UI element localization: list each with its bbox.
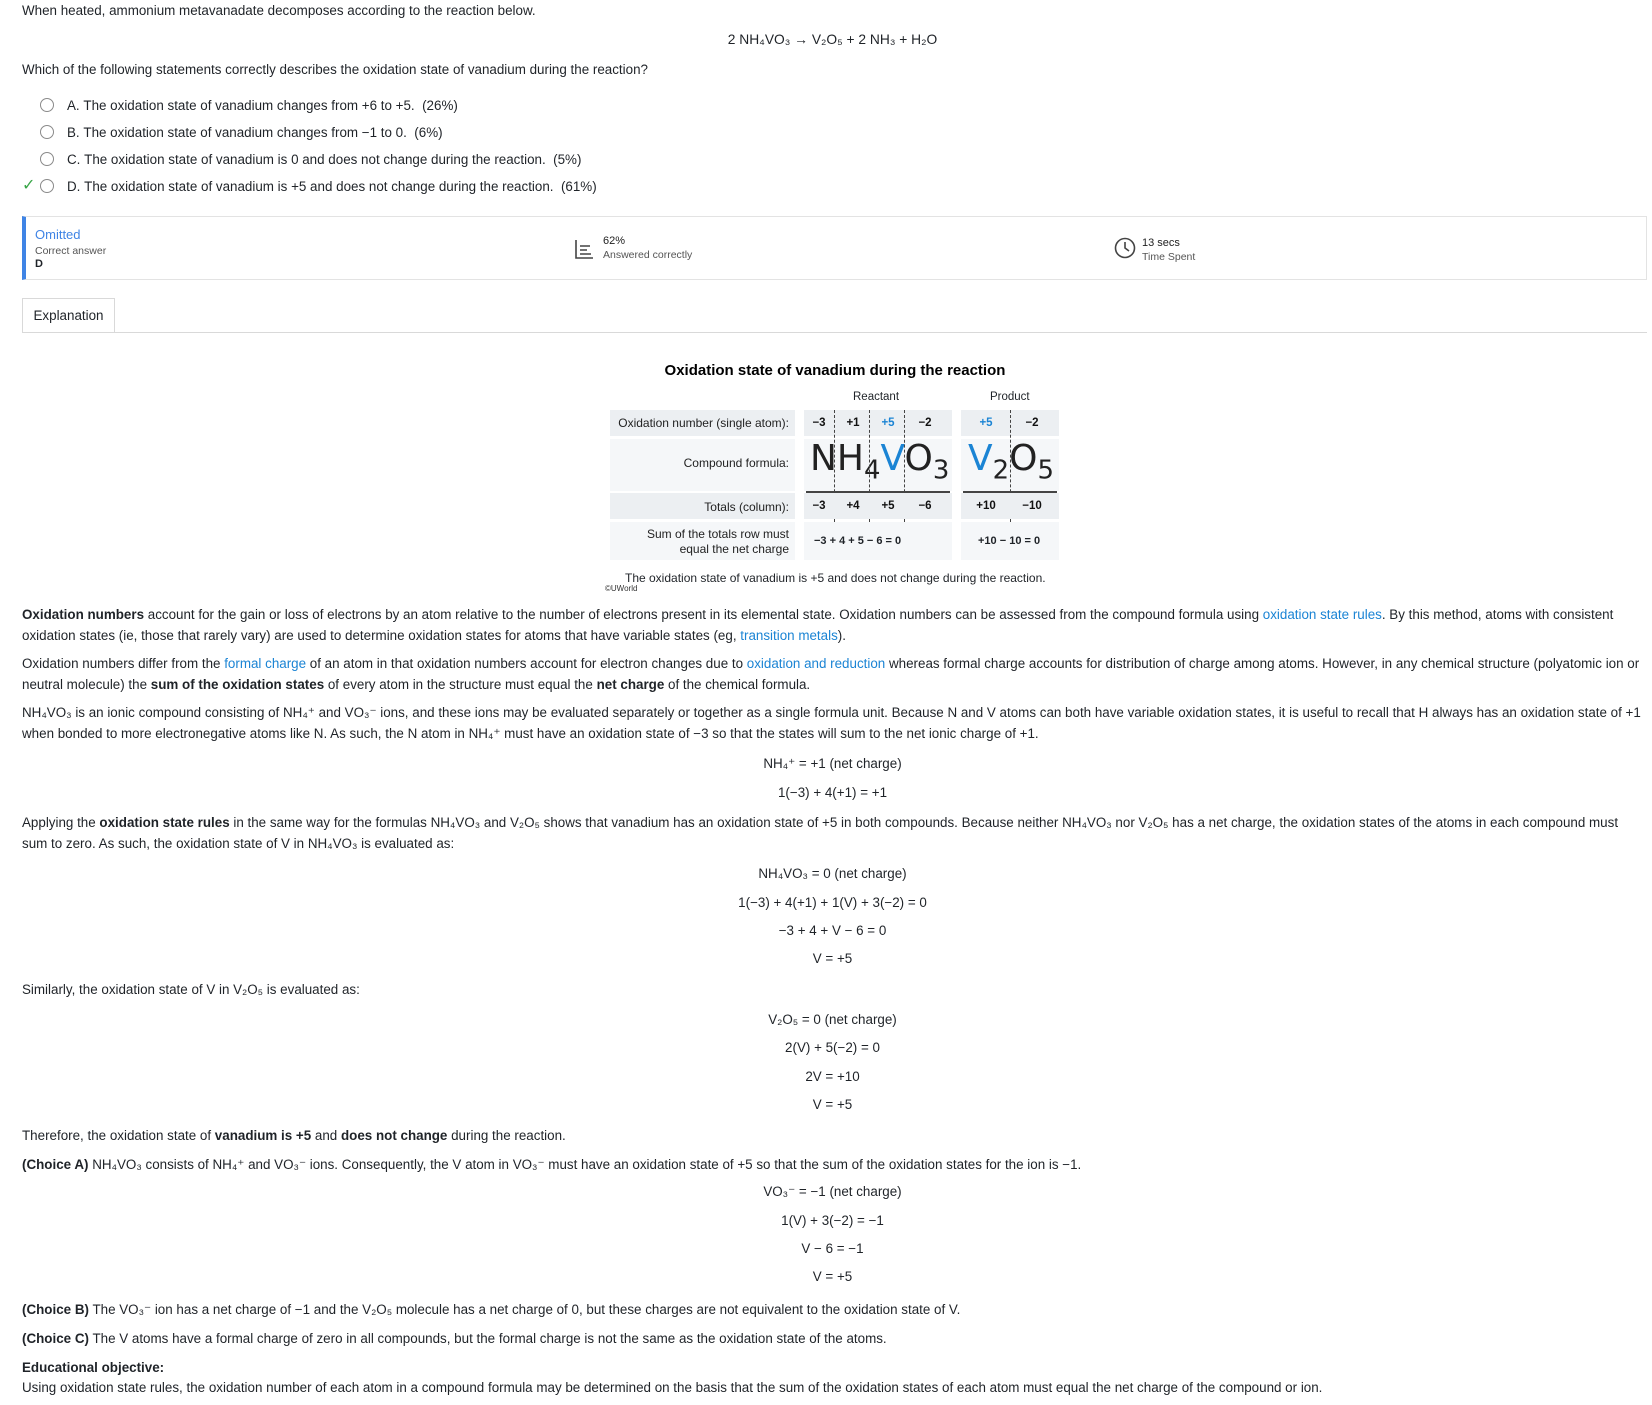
equation-line: −3 + 4 + V − 6 = 0 bbox=[778, 923, 887, 938]
equation-line: V = +5 bbox=[812, 951, 853, 966]
equation-line: 1(V) + 3(−2) = −1 bbox=[781, 1213, 884, 1228]
correct-answer-value: D bbox=[35, 258, 43, 270]
paragraph-choice-a: (Choice A) NH₄VO₃ consists of NH₄⁺ and VO₃⁻ ions. Consequently, the V atom in VO₃⁻ must have an oxidation state of +5 so that the sum of the oxidation states for the ion is −1. bbox=[22, 1157, 1082, 1172]
paragraph-formal-charge: Oxidation numbers differ from the formal charge of an atom in that oxidation numbers account for electron changes due to oxidation and reduction whereas formal charge accounts for distribution of charge among atoms. However, in any chemical structure (polyatomic ion or neutral molecule) the sum of the oxidation states of every atom in the structure must equal the net charge of the chemical formula. bbox=[22, 656, 1640, 692]
clock-icon bbox=[1114, 237, 1136, 262]
formula-v2o5: $V_2O_5$ bbox=[968, 438, 1054, 486]
equation-line: V = +5 bbox=[812, 1097, 853, 1112]
educational-objective: Using oxidation state rules, the oxidation number of each atom in a compound formula may be determined on the basis that the sum of the oxidation states of each atom must equal the net charge of the compound or ion. bbox=[22, 1380, 1323, 1395]
question-intro: When heated, ammonium metavanadate decomposes according to the reaction below. bbox=[22, 3, 536, 18]
ox-v-product: +5 bbox=[979, 417, 993, 429]
ox-o-reactant: −2 bbox=[918, 417, 932, 429]
choice-text: The oxidation state of vanadium is +5 and does not change during the reaction. bbox=[84, 178, 554, 194]
choice-letter: D. bbox=[67, 178, 81, 194]
educational-objective-title: Educational objective: bbox=[22, 1360, 165, 1375]
choice-percent: (6%) bbox=[414, 124, 443, 140]
figure-caption: The oxidation state of vanadium is +5 and does not change during the reaction. bbox=[625, 571, 1046, 585]
choice-percent: (5%) bbox=[553, 151, 582, 167]
equation-line: 1(−3) + 4(+1) = +1 bbox=[777, 785, 888, 800]
choice-letter: A. bbox=[67, 97, 80, 113]
choice-percent: (61%) bbox=[560, 178, 597, 194]
correct-answer-label: Correct answer bbox=[35, 245, 107, 257]
sum-reactant: −3 + 4 + 5 − 6 = 0 bbox=[814, 535, 902, 547]
choice-letter: C. bbox=[67, 151, 81, 167]
question-prompt: Which of the following statements correctly describes the oxidation state of vanadium during the reaction? bbox=[22, 62, 648, 77]
ox-n: −3 bbox=[812, 417, 826, 429]
choice-a[interactable] bbox=[40, 94, 458, 116]
paragraph-applying-rules: Applying the oxidation state rules in the same way for the formulas NH₄VO₃ and V₂O₅ shows that vanadium has an oxidation state of +5 in both compounds. Because neither NH₄VO₃ nor V₂O₅ has a net charge, the oxidation states of the atoms in each compound must sum to zero. As such, the oxidation state of V in NH₄VO₃ is evaluated as: bbox=[22, 815, 1619, 851]
total-o-reactant: −6 bbox=[918, 500, 932, 512]
radio-a[interactable] bbox=[40, 98, 54, 112]
formula-nh4vo3: $NH_4VO_3$ bbox=[810, 438, 950, 486]
choice-d[interactable] bbox=[40, 175, 597, 197]
ox-v-reactant: +5 bbox=[881, 417, 895, 429]
choice-letter: B. bbox=[67, 124, 80, 140]
total-v-reactant: +5 bbox=[881, 500, 895, 512]
percent-correct: 62% bbox=[603, 235, 626, 247]
equation-line: NH₄⁺ = +1 (net charge) bbox=[763, 756, 902, 771]
choice-text: The oxidation state of vanadium changes from +6 to +5. bbox=[83, 97, 415, 113]
row-label-sum: Sum of the totals row must equal the net charge bbox=[646, 527, 789, 556]
tab-explanation[interactable]: Explanation bbox=[22, 298, 115, 332]
tab-divider bbox=[22, 332, 1647, 333]
row-label-formula: Compound formula: bbox=[683, 456, 789, 470]
link-transition-metals[interactable]: transition metals bbox=[740, 628, 838, 643]
copyright: ©UWorld bbox=[605, 584, 638, 593]
ox-o-product: −2 bbox=[1025, 417, 1039, 429]
figure-title: Oxidation state of vanadium during the reaction bbox=[664, 362, 1006, 379]
equation-line: V − 6 = −1 bbox=[801, 1241, 864, 1256]
reaction-equation: 2 NH₄VO₃ → V₂O₅ + 2 NH₃ + H₂O bbox=[727, 32, 938, 47]
total-v-product: +10 bbox=[976, 500, 996, 512]
equation-line: V₂O₅ = 0 (net charge) bbox=[768, 1012, 897, 1027]
ox-h: +1 bbox=[846, 417, 860, 429]
choice-text: The oxidation state of vanadium changes from −1 to 0. bbox=[83, 124, 407, 140]
choice-percent: (26%) bbox=[422, 97, 458, 113]
checkmark-icon: ✓ bbox=[22, 177, 36, 194]
paragraph-similarly: Similarly, the oxidation state of V in V₂O₅ is evaluated as: bbox=[22, 982, 360, 997]
percent-correct-label: Answered correctly bbox=[603, 249, 693, 261]
answer-status: Omitted bbox=[35, 227, 81, 242]
choice-c[interactable] bbox=[40, 148, 581, 170]
equation-line: 1(−3) + 4(+1) + 1(V) + 3(−2) = 0 bbox=[738, 895, 927, 910]
paragraph-choice-b: (Choice B) The VO₃⁻ ion has a net charge of −1 and the V₂O₅ molecule has a net charge of 0, but these charges are not equivalent to the oxidation state of V. bbox=[22, 1302, 961, 1317]
reactant-header: Reactant bbox=[853, 391, 900, 403]
radio-d[interactable] bbox=[40, 179, 54, 193]
link-formal-charge[interactable]: formal charge bbox=[224, 656, 307, 671]
equation-line: V = +5 bbox=[812, 1269, 853, 1284]
radio-b[interactable] bbox=[40, 125, 54, 139]
total-n: −3 bbox=[812, 500, 826, 512]
paragraph-choice-c: (Choice C) The V atoms have a formal charge of zero in all compounds, but the formal charge is not the same as the oxidation state of the atoms. bbox=[22, 1331, 887, 1346]
product-header: Product bbox=[990, 391, 1030, 403]
time-spent: 13 secs bbox=[1142, 237, 1180, 249]
paragraph-ionic-compound: NH₄VO₃ is an ionic compound consisting of NH₄⁺ and VO₃⁻ ions, and these ions may be evaluated separately or together as a single formula unit. Because N and V atoms can both have variable oxidation states, it is useful to recall that H always has an oxidation state of +1 when bonded to more electronegative atoms like N. As such, the N atom in NH₄⁺ must have an oxidation state of −3 so that the states will sum to the net ionic charge of +1. bbox=[22, 705, 1641, 741]
choice-text: The oxidation state of vanadium is 0 and does not change during the reaction. bbox=[84, 151, 546, 167]
link-oxidation-state-rules[interactable]: oxidation state rules bbox=[1262, 607, 1382, 622]
radio-c[interactable] bbox=[40, 152, 54, 166]
equation-line: VO₃⁻ = −1 (net charge) bbox=[763, 1184, 902, 1199]
total-o-product: −10 bbox=[1022, 500, 1042, 512]
equation-line: NH₄VO₃ = 0 (net charge) bbox=[758, 866, 907, 881]
row-label-oxidation: Oxidation number (single atom): bbox=[618, 416, 789, 430]
bar-chart-icon bbox=[574, 239, 594, 262]
time-spent-label: Time Spent bbox=[1142, 251, 1196, 263]
equation-line: 2V = +10 bbox=[805, 1069, 860, 1084]
total-h: +4 bbox=[846, 500, 860, 512]
sum-product: +10 − 10 = 0 bbox=[978, 535, 1041, 547]
choice-b[interactable] bbox=[40, 121, 443, 143]
row-label-totals: Totals (column): bbox=[704, 500, 789, 514]
paragraph-oxidation-numbers: Oxidation numbers account for the gain or loss of electrons by an atom relative to the number of electrons present in its elemental state. Oxidation numbers can be assessed from the compound formula using oxidation state rules. By this method, atoms with consistent oxidation states (ie, those that rarely vary) are used to determine oxidation states for atoms that have variable states (eg, transition metals). bbox=[22, 607, 1614, 643]
link-oxidation-reduction[interactable]: oxidation and reduction bbox=[746, 656, 886, 671]
equation-line: 2(V) + 5(−2) = 0 bbox=[785, 1040, 880, 1055]
stats-bar bbox=[22, 216, 1647, 280]
paragraph-therefore: Therefore, the oxidation state of vanadium is +5 and does not change during the reaction. bbox=[22, 1128, 566, 1143]
